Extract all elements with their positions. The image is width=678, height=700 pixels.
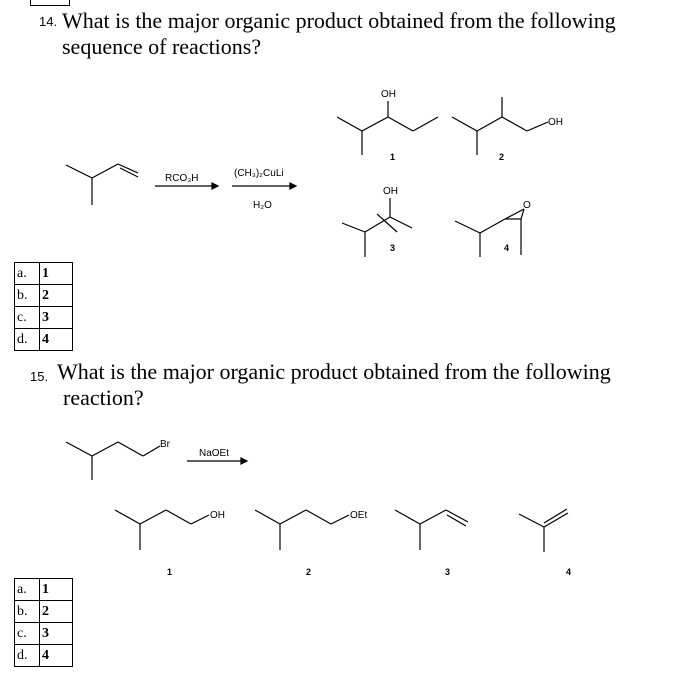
answer-choices bbox=[14, 262, 73, 351]
choice-value: 4 bbox=[40, 329, 73, 351]
choice-letter: b. bbox=[15, 285, 40, 307]
product-number: 4 bbox=[566, 567, 572, 577]
starting-bromide bbox=[66, 442, 160, 480]
answer-choices bbox=[14, 578, 73, 667]
product-number: 2 bbox=[499, 152, 505, 162]
product-3-structure bbox=[395, 510, 468, 550]
bromine-label: Br bbox=[160, 439, 170, 450]
starting-alkene bbox=[66, 164, 138, 205]
oh-label: OH bbox=[548, 117, 563, 128]
choice-letter: a. bbox=[15, 579, 40, 601]
product-4-structure bbox=[519, 509, 568, 552]
oet-label: OEt bbox=[350, 510, 368, 521]
oxygen-label: O bbox=[523, 200, 531, 211]
product-4-structure bbox=[455, 209, 524, 257]
product-1-structure bbox=[115, 510, 209, 550]
choice-value: 4 bbox=[40, 645, 73, 667]
question-text-line: What is the major organic product obtained from the following bbox=[57, 359, 611, 384]
product-2-structure bbox=[255, 510, 349, 550]
question-number: 14. bbox=[39, 14, 58, 29]
question-text-line: sequence of reactions? bbox=[62, 34, 262, 59]
reagent-label: NaOEt bbox=[199, 448, 230, 459]
oh-label: OH bbox=[210, 510, 225, 521]
product-number: 3 bbox=[390, 243, 396, 253]
product-number: 1 bbox=[167, 567, 173, 577]
answer-choice[interactable] bbox=[15, 285, 73, 307]
choice-letter: b. bbox=[15, 601, 40, 623]
oh-label: OH bbox=[383, 186, 398, 197]
choice-value: 2 bbox=[40, 285, 73, 307]
product-number: 1 bbox=[390, 152, 396, 162]
question-number: 15. bbox=[30, 369, 49, 384]
question-text-line: reaction? bbox=[63, 385, 144, 410]
reaction-scheme-14 bbox=[0, 0, 678, 270]
choice-value: 3 bbox=[40, 623, 73, 645]
answer-choice[interactable] bbox=[15, 645, 73, 667]
product-number: 2 bbox=[306, 567, 312, 577]
product-3-structure bbox=[342, 198, 412, 257]
product-2-structure bbox=[452, 97, 548, 155]
answer-choice[interactable] bbox=[15, 623, 73, 645]
answer-choice[interactable] bbox=[15, 601, 73, 623]
answer-choice[interactable] bbox=[15, 263, 73, 285]
reagent-label: H₂O bbox=[253, 200, 272, 211]
choice-value: 1 bbox=[40, 579, 73, 601]
choice-letter: d. bbox=[15, 329, 40, 351]
choice-letter: d. bbox=[15, 645, 40, 667]
choice-value: 2 bbox=[40, 601, 73, 623]
question-text-line: What is the major organic product obtained from the following bbox=[62, 8, 616, 33]
choice-value: 1 bbox=[40, 263, 73, 285]
choice-value: 3 bbox=[40, 307, 73, 329]
product-number: 4 bbox=[504, 243, 510, 253]
choice-letter: a. bbox=[15, 263, 40, 285]
reagent-label: (CH₃)₂CuLi bbox=[234, 168, 284, 179]
answer-choice[interactable] bbox=[15, 307, 73, 329]
product-1-structure bbox=[337, 101, 438, 155]
choice-letter: c. bbox=[15, 307, 40, 329]
oh-label: OH bbox=[381, 89, 396, 100]
question-15 bbox=[0, 355, 678, 700]
answer-choice[interactable] bbox=[15, 329, 73, 351]
reaction-scheme-15 bbox=[0, 355, 678, 595]
answer-choice[interactable] bbox=[15, 579, 73, 601]
choice-letter: c. bbox=[15, 623, 40, 645]
reagent-label: RCO₃H bbox=[165, 173, 199, 184]
reaction-arrow bbox=[232, 183, 296, 189]
product-number: 3 bbox=[445, 567, 451, 577]
